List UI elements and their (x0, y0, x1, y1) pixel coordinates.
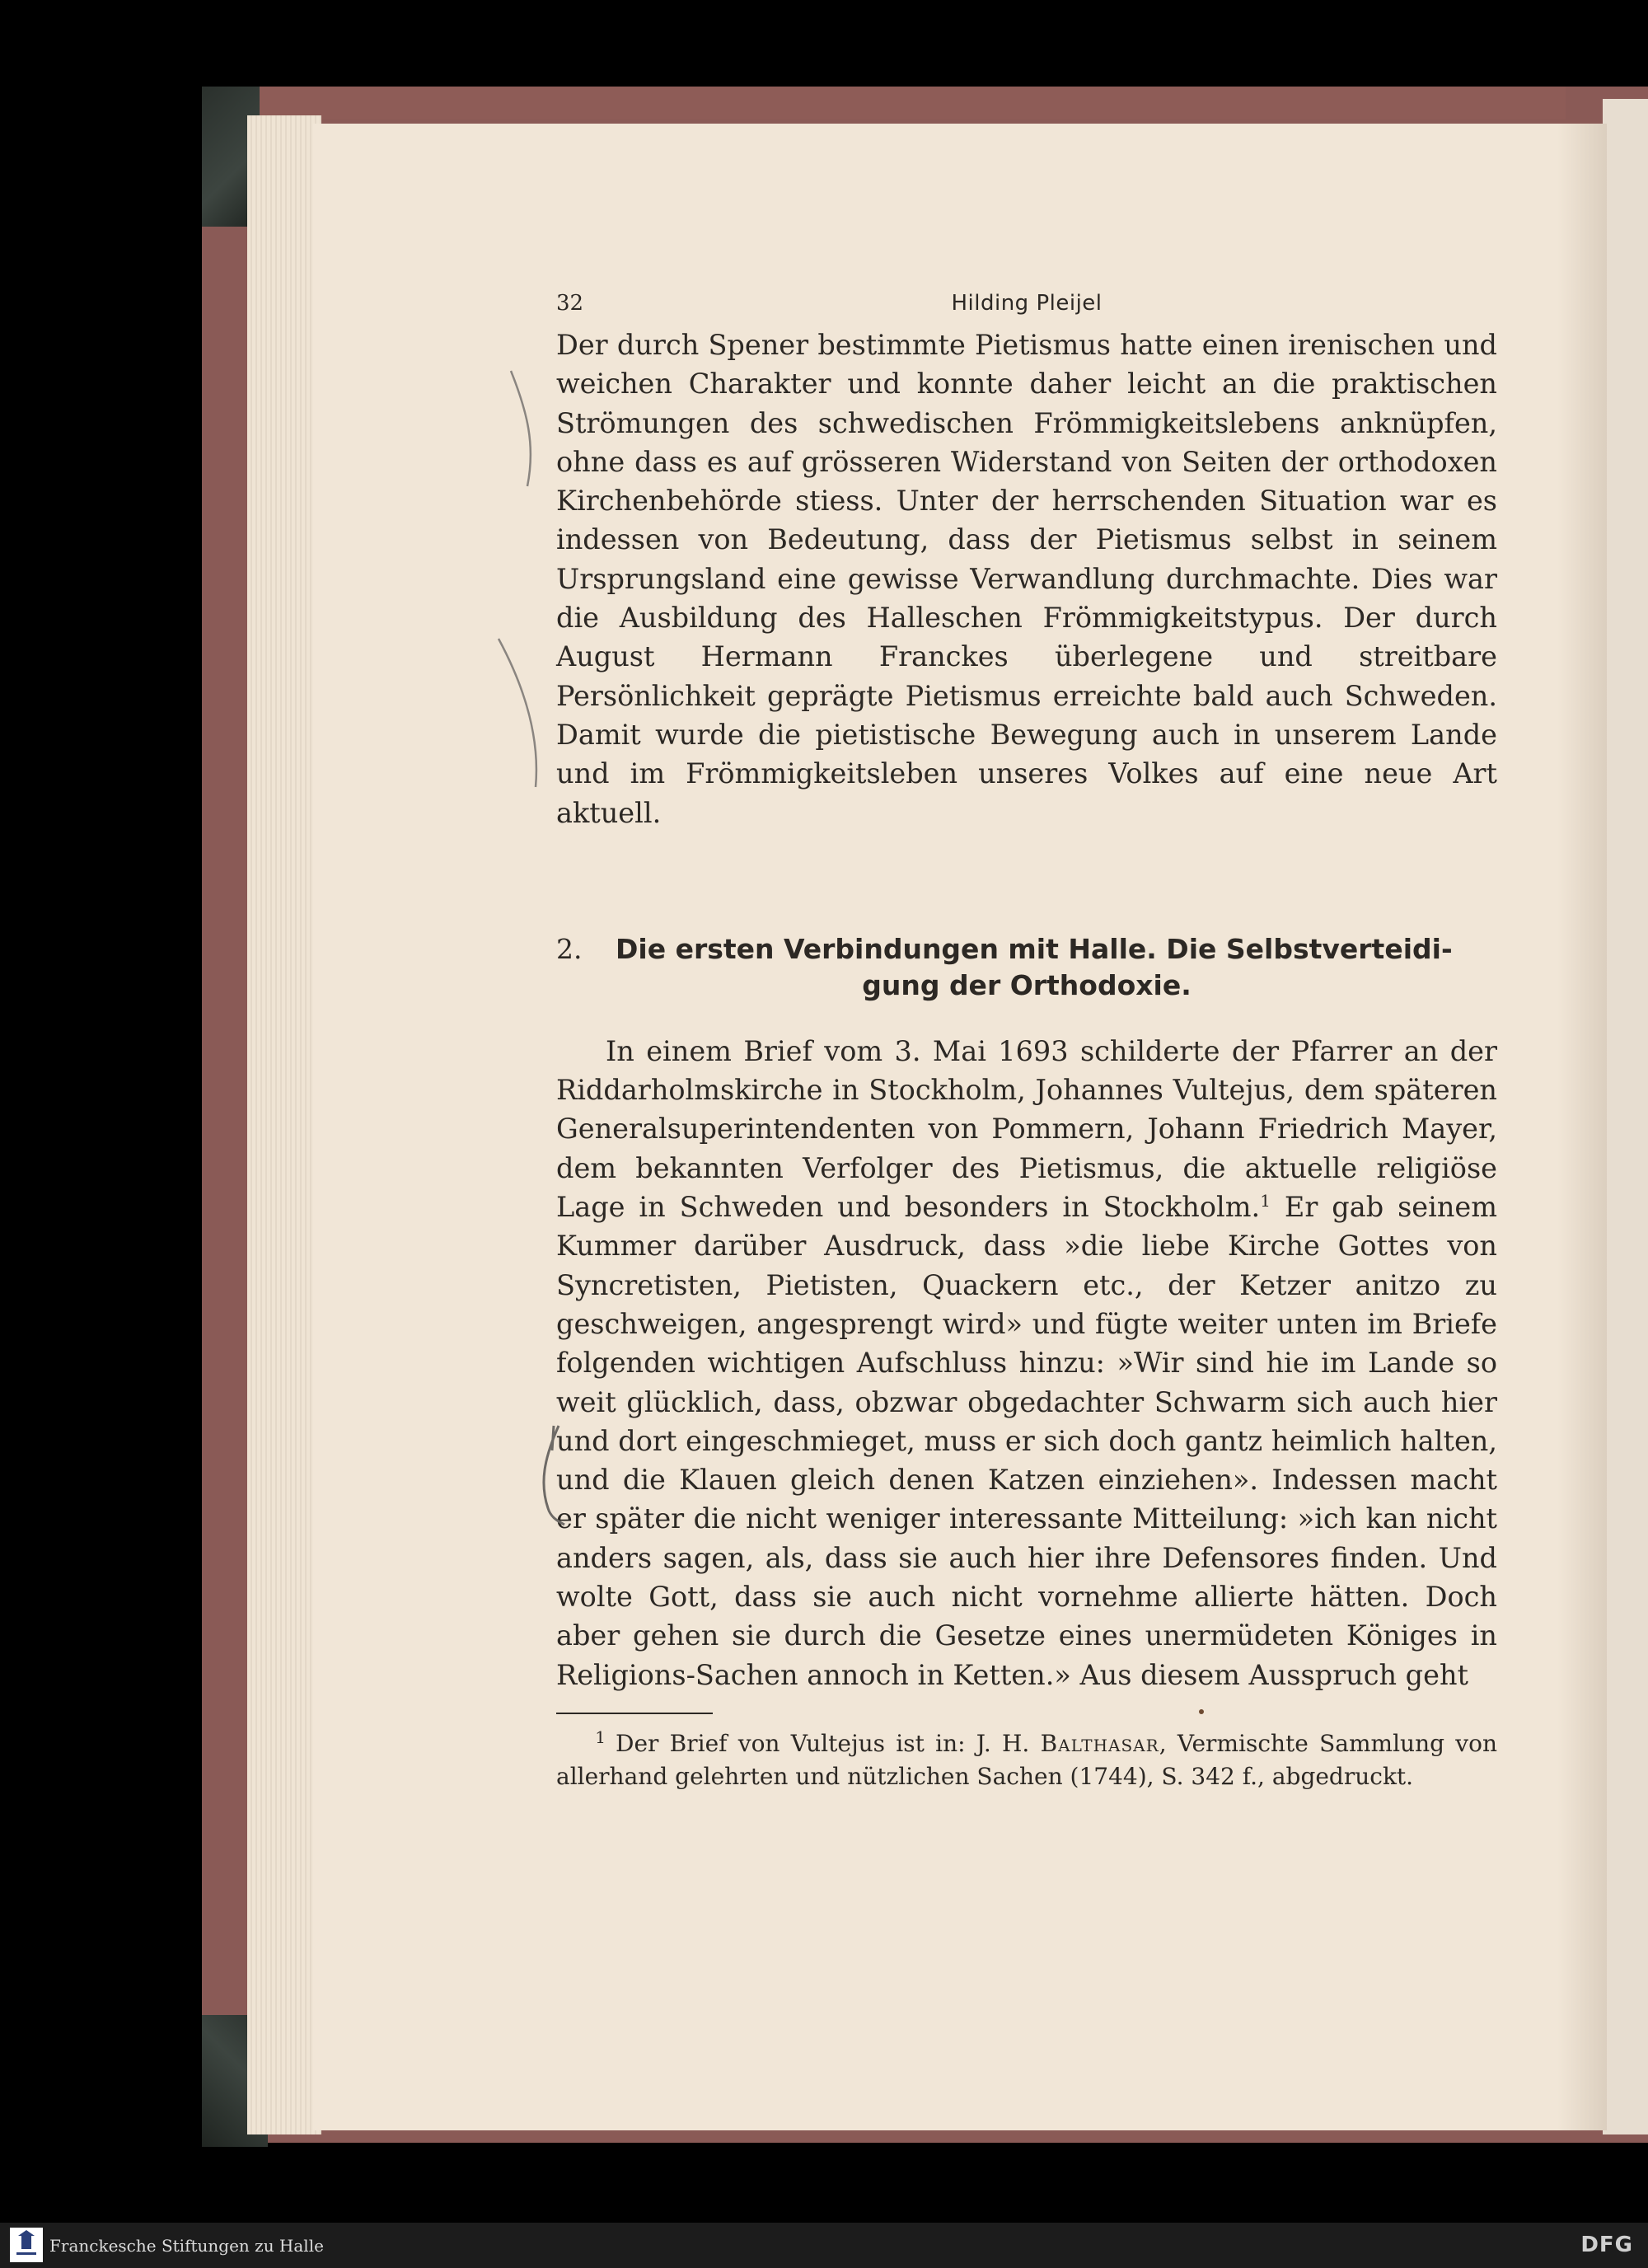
footnote-reference: 1 (1260, 1190, 1271, 1211)
section-title-line-2: gung der Orthodoxie. (862, 968, 1192, 1001)
section-heading-line-1 (556, 931, 1497, 968)
paragraph-2-part-a: In einem Brief vom 3. Mai 1693 schilderte der Pfarrer an der Riddarholmskirche in Stockholm, Johannes Vultejus, dem späteren Generalsuperintendenten von Pommern, Johann Friedrich Mayer, dem bekannten Verfolger des Pietismus, die aktuelle religiöse Lage in Schweden und besonders in Stockholm. (556, 1034, 1497, 1224)
footnote-text-a: Der Brief von Vultejus ist in: J. H. (616, 1729, 1041, 1757)
paragraph-1: Der durch Spener bestimmte Pietismus hatte einen irenischen und weichen Charakter und konnte daher leicht an die praktischen Strömungen des schwedischen Frömmigkeitslebens anknüpfen, ohne dass es auf grösseren Widerstand von Seiten der orthodoxen Kirchenbehörde stiess. Unter der herrschenden Situation war es indessen von Bedeutung, dass der Pietismus selbst in seinem Ursprungsland eine gewisse Verwandlung durchmachte. Dies war die Ausbildung des Halleschen Frömmigkeitstypus. Der durch August Hermann Franckes überlegene und streitbare Persönlichkeit geprägte Pietismus erreichte bald auch Schweden. Damit wurde die pietistische Bewegung auch in unserem Lande und im Frömmigkeitsleben unseres Volkes auf eine neue Art aktuell. (556, 329, 1497, 829)
dfg-logo: DFG (1580, 2233, 1633, 2257)
footer-institution: Franckesche Stiftungen zu Halle (49, 2236, 324, 2256)
body-text (556, 326, 1497, 1694)
footnote-author: Balthasar (1040, 1729, 1159, 1757)
text-column (556, 284, 1497, 1793)
footnote-rule (556, 1713, 713, 1714)
section-title-line-1: Die ersten Verbindungen mit Halle. Die Selbstverteidi- (616, 932, 1453, 965)
footnote-text-b: , Vermischte Sammlung von allerhand gelehrten und nützlichen Sachen (1744), S. 342 f., abgedruckt. (556, 1729, 1497, 1790)
running-title: Hilding Pleijel (951, 291, 1103, 316)
gutter-shadow (1557, 124, 1607, 2130)
footer-bar (0, 2223, 1648, 2268)
section-heading (556, 931, 1497, 1004)
institution-logo-icon (10, 2228, 43, 2262)
paragraph-2 (556, 1032, 1497, 1694)
page-number: 32 (556, 291, 584, 316)
book-cover-top-edge (260, 87, 1566, 119)
section-number: 2. (556, 932, 583, 965)
page-stack-edge (247, 115, 321, 2134)
running-head (556, 284, 1497, 326)
paragraph-2-part-b: Er gab seinem Kummer darüber Ausdruck, dass »die liebe Kirche Gottes von Syncretisten, Pietisten, Quackern etc., der Ketzer anitzo zu geschweigen, angesprengt wird» und fügte weiter unten im Briefe folgenden wichtigen Aufschluss hinzu: »Wir sind hie im Lande so weit glücklich, dass, obzwar obgedachter Schwarm sich auch hier und dort eingeschmieget, muss er sich doch gantz heimlich halten, und die Klauen gleich denen Katzen einziehen». Indessen macht er später die nicht weniger interessante Mitteilung: »ich kan nicht anders sagen, als, dass sie auch hier ihre Defensores finden. Und wolte Gott, dass sie auch nicht vornehme allierte hätten. Doch aber gehen sie durch die Gesetze eines unermüdeten Königes in Religions-Sachen annoch in Ketten.» Aus diesem Ausspruch geht (556, 1191, 1497, 1691)
footnote: 1 Der Brief von Vultejus ist in: J. H. Balthasar, Vermischte Sammlung von allerhand gelehrten und nützlichen Sachen (1744), S. 342 f., abgedruckt. (556, 1727, 1497, 1790)
facing-page-edge (1603, 99, 1648, 2134)
